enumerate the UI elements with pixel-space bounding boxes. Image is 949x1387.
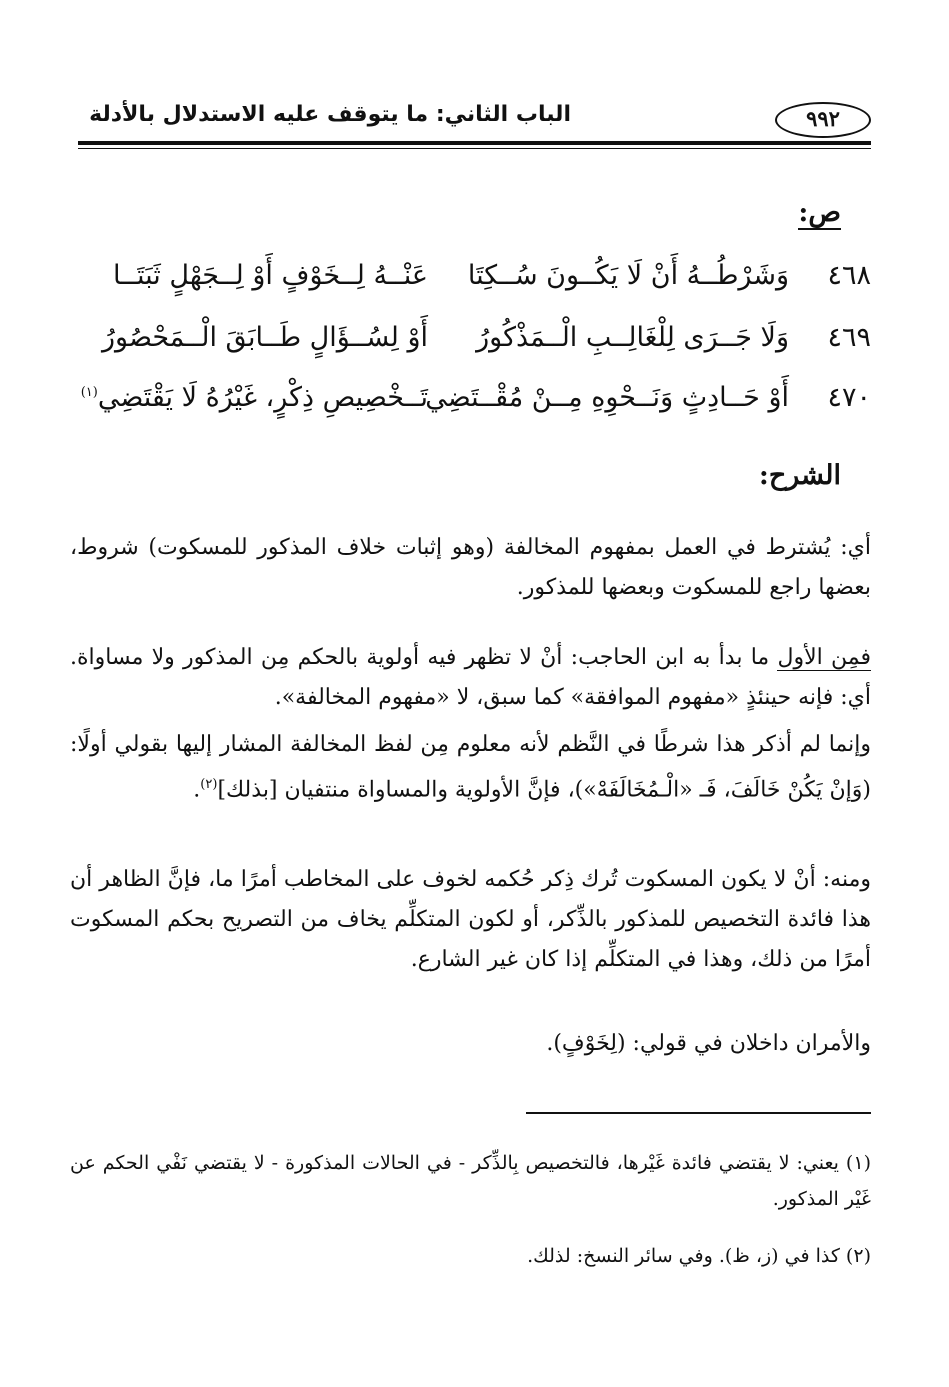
page-header xyxy=(78,96,871,140)
footnote: (٢) كذا في (ز، ظ). وفي سائر النسخ: لذلك. xyxy=(527,1245,871,1267)
verse-second-hemistich: تَــخْصِيصِ ذِكْرٍ، غَيْرُهُ لَا يَقْتَضِي$^{(١)}$ xyxy=(80,382,428,413)
paragraph: وإنما لم أذكر هذا شرطًا في النَّظم لأنه معلوم مِن لفظ المخالفة المشار إليها بقولي أولًا: (وَإنْ يَكُنْ خَالَفَ، فَـ «الْـمُخَالَفَهْ»)، فإنَّ الأولوية والمساواة منتفيان [بذلك]$^{(٢)}$. xyxy=(70,732,871,803)
paragraph: فمِن الأول ما بدأ به ابن الحاجب: أنْ لا تظهر فيه أولوية بالحكم مِن المذكور ولا مساواة. أي: فإنه حينئذٍ «مفهوم الموافقة» كما سبق، لا «مفهوم المخالفة». xyxy=(70,645,871,710)
underlined-phrase: فمِن الأول xyxy=(777,645,871,670)
verse-first-hemistich: وَلَا جَــرَى لِلْغَالِــبِ الْــمَذْكُورُ xyxy=(476,322,789,353)
footnote-ref: (٢) xyxy=(200,777,218,792)
verse-first-hemistich: وَشَرْطُــهُ أَنْ لَا يَكُــونَ سُــكِتَا xyxy=(467,260,789,291)
header-rule-thick xyxy=(78,141,871,145)
page-number: ٩٩٢ xyxy=(775,102,871,138)
verse-row xyxy=(78,382,871,432)
verse-second-hemistich: أَوْ لِسُــؤَالٍ طَــابَقَ الْــمَحْصُورُ xyxy=(101,322,428,353)
verse-number: ٤٦٩ xyxy=(827,322,871,353)
paragraph: والأمران داخلان في قولي: (لِخَوْفٍ). xyxy=(546,1031,871,1056)
paragraph: ومنه: أنْ لا يكون المسكوت تُرك ذِكر حُكمه لخوف على المخاطب أمرًا ما، فإنَّ الظاهر أن هذا فائدة التخصيص للمذكور بالذِّكر، أو لكون المتكلِّم يخاف من التصريح بحكم المسكوت أمرًا من ذلك، وهذا في المتكلِّم إذا كان غير الشارع. xyxy=(70,867,871,972)
verse-number: ٤٦٨ xyxy=(827,260,871,291)
text-label: ص: xyxy=(798,197,841,228)
commentary-label: الشرح: xyxy=(758,460,841,491)
header-rule-thin xyxy=(78,148,871,149)
footnote: (١) يعني: لا يقتضي فائدة غَيْرها، فالتخصيص بِالذِّكر - في الحالات المذكورة - لا يقتضي نَفْي الحكم عن غَيْر المذكور. xyxy=(70,1152,871,1210)
verse-second-hemistich: عَنْــهُ لِــخَوْفٍ أَوْ لِــجَهْلٍ ثَبَتَــا xyxy=(112,260,428,291)
footnote-ref: (١) xyxy=(80,385,98,400)
paragraph: أي: يُشترط في العمل بمفهوم المخالفة (وهو إثبات خلاف المذكور للمسكوت) شروط، بعضها راجع للمسكوت وبعضها للمذكور. xyxy=(70,535,871,600)
verse-first-hemistich: أَوْ حَــادِثٍ وَنَــحْوِهِ مِــنْ مُقْــتَضِي xyxy=(425,382,789,413)
verse-number: ٤٧٠ xyxy=(827,382,871,413)
running-title: الباب الثاني: ما يتوقف عليه الاستدلال بالأدلة xyxy=(89,102,571,127)
verse-row xyxy=(78,322,871,372)
verse-row xyxy=(78,260,871,310)
footnote-separator xyxy=(526,1112,871,1114)
